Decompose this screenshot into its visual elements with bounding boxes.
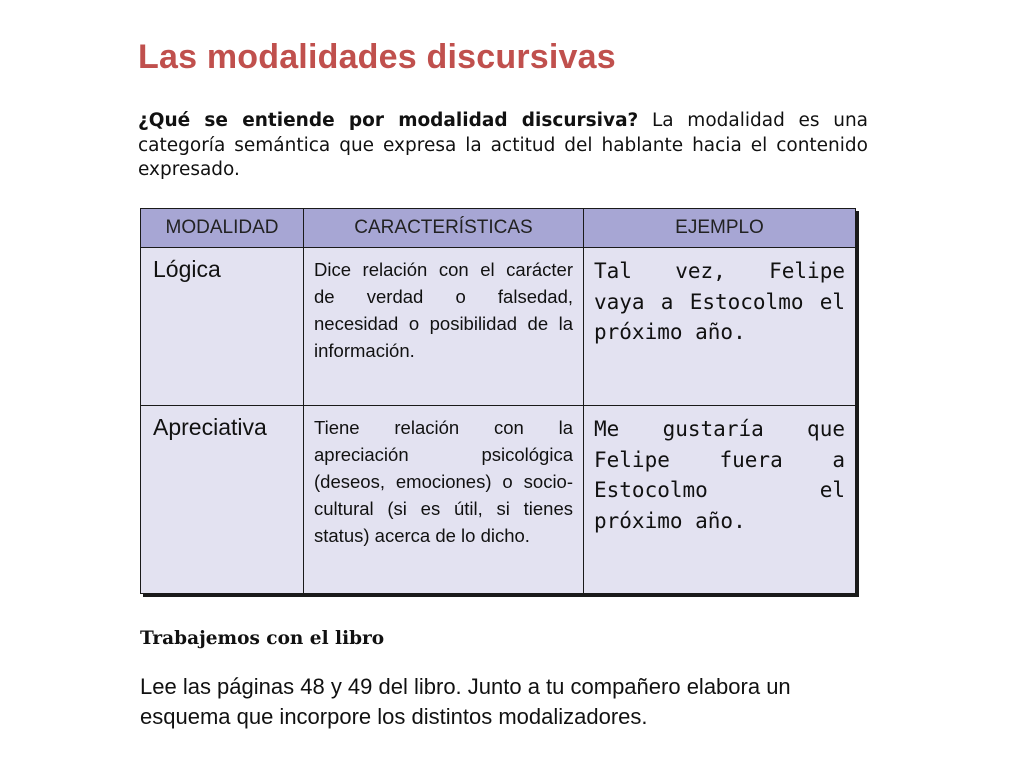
cell-caracteristicas [304, 248, 584, 406]
cell-modalidad [141, 406, 304, 594]
caracteristicas-text: Dice relación con el carácter de verdad o falsedad, necesidad o posibilidad de la información. [314, 259, 573, 361]
ejemplo-text: Tal vez, Felipe vaya a Estocolmo el próximo año. [594, 259, 845, 344]
header-caracteristicas: CARACTERÍSTICAS [304, 209, 584, 248]
header-ejemplo: EJEMPLO [584, 209, 856, 248]
table-row [141, 248, 856, 406]
intro-text: La modalidad es una categoría semántica que expresa la actitud del hablante hacia el contenido expresado. [138, 110, 869, 180]
table-row [141, 406, 856, 594]
cell-ejemplo [584, 406, 856, 594]
intro-question: ¿Qué se entiende por modalidad discursiva? [138, 110, 639, 131]
modalidades-table [140, 208, 856, 594]
slide-title: Las modalidades discursivas [138, 38, 616, 76]
cell-ejemplo [584, 248, 856, 406]
modalidad-name: Lógica [153, 256, 221, 282]
modalidad-name: Apreciativa [153, 414, 267, 440]
section-text: Lee las páginas 48 y 49 del libro. Junto a tu compañero elabora un esquema que incorpore los distintos modalizadores. [140, 674, 791, 729]
caracteristicas-text: Tiene relación con la apreciación psicológica (deseos, emociones) o socio-cultural (si es útil, si tienes status) acerca de lo dicho. [314, 417, 573, 546]
table-header-row [141, 209, 856, 248]
intro-paragraph [138, 109, 868, 183]
cell-modalidad [141, 248, 304, 406]
ejemplo-text: Me gustaría que Felipe fuera a Estocolmo el próximo año. [594, 417, 845, 533]
section-heading: Trabajemos con el libro [140, 628, 385, 649]
cell-caracteristicas [304, 406, 584, 594]
header-modalidad: MODALIDAD [141, 209, 304, 248]
